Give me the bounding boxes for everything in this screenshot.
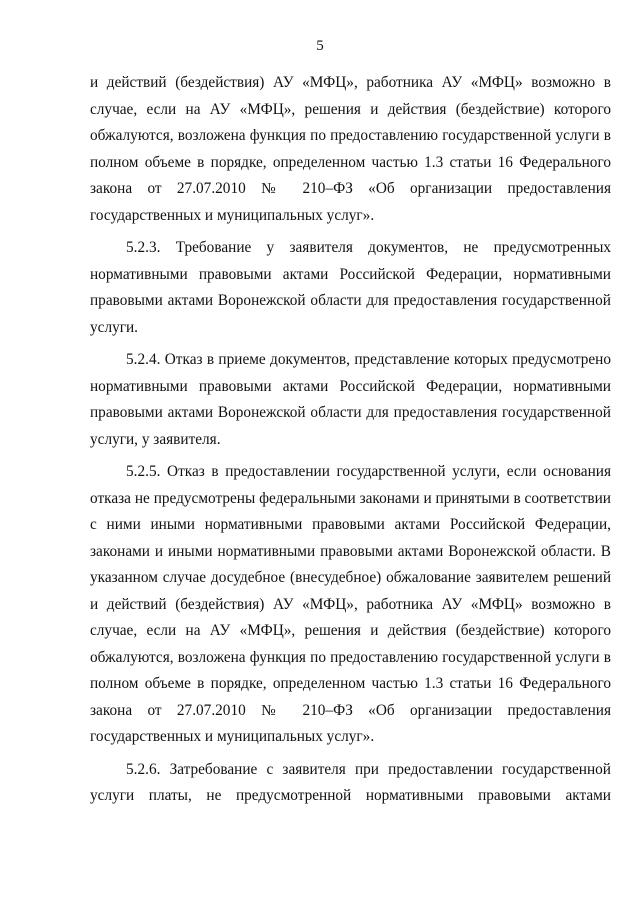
paragraph-5-2-3: 5.2.3. Требование у заявителя документов, не предусмотренных нормативными правовыми актами Российской Федерации, нормативными правовыми актами Воронежской области для предоставления государственной услуги. [90, 239, 611, 336]
paragraph-5-2-4: 5.2.4. Отказ в приеме документов, представление которых предусмотрено нормативными правовыми актами Российской Федерации, нормативными правовыми актами Воронежской области для предоставления государственной услуги, у заявителя. [90, 351, 611, 448]
document-body [90, 70, 611, 816]
page-number: 5 [316, 38, 324, 54]
paragraph-5-2-6: 5.2.6. Затребование с заявителя при предоставлении государственной услуги платы, не предусмотренной нормативными правовыми актами [90, 760, 611, 804]
paragraph-5-2-5: 5.2.5. Отказ в предоставлении государственной услуги, если основания отказа не предусмотрены федеральными законами и принятыми в соответствии с ними иными нормативными правовыми актами Российской Федерации, законами и иными нормативными правовыми актами Воронежской области. В указанном случае досудебное (внесудебное) обжалование заявителем решений и действий (бездействия) АУ «МФЦ», работника АУ «МФЦ» возможно в случае, если на АУ «МФЦ», решения и действия (бездействие) которого обжалуются, возложена функция по предоставлению государственной услуги в полном объеме в порядке, определенном частью 1.3 статьи 16 Федерального закона от 27.07.2010 № 210–ФЗ «Об организации предоставления государственных и муниципальных услуг». [90, 463, 611, 745]
paragraph-continuation: и действий (бездействия) АУ «МФЦ», работника АУ «МФЦ» возможно в случае, если на АУ «МФЦ», решения и действия (бездействие) которого обжалуются, возложена функция по предоставлению государственной услуги в полном объеме в порядке, определенном частью 1.3 статьи 16 Федерального закона от 27.07.2010 № 210–ФЗ «Об организации предоставления государственных и муниципальных услуг». [90, 74, 611, 224]
